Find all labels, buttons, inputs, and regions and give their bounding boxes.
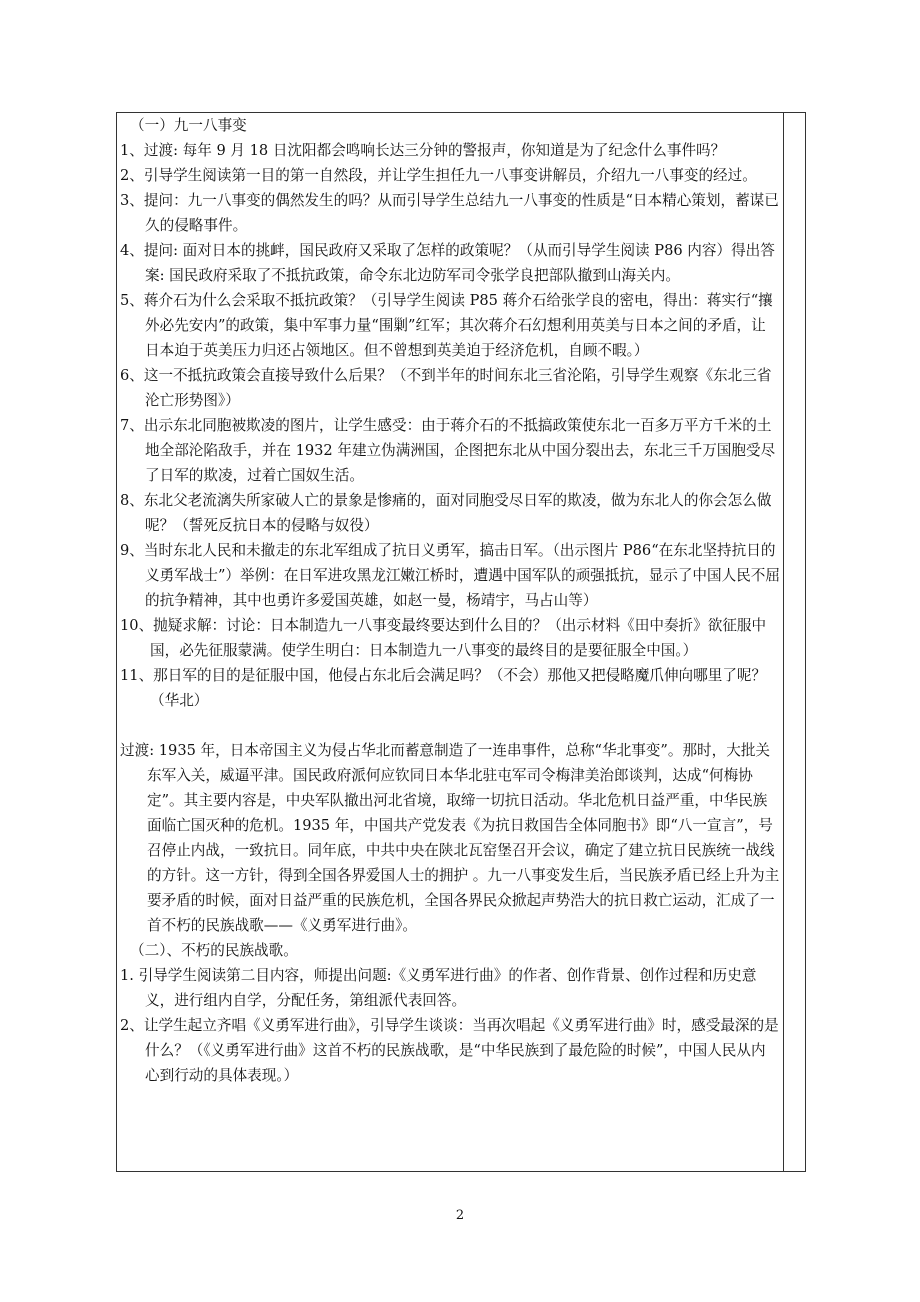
- list-item: 3、提问：九一八事变的偶然发生的吗？从而引导学生总结九一八事变的性质是“日本精心策划，蓄谋已久的侵略事件。: [120, 192, 779, 234]
- list-item: 2、引导学生阅读第一目的第一自然段，并让学生担任九一八事变讲解员，介绍九一八事变的经过。: [120, 167, 757, 184]
- list-item: 2、让学生起立齐唱《义勇军进行曲》，引导学生谈谈：当再次唱起《义勇军进行曲》时，感受最深的是什么？（《义勇军进行曲》这首不朽的民族战歌，是“中华民族到了最危险的时候”，中国人民从内心到行动的具体表现。）: [120, 1017, 779, 1084]
- list-item: 9、当时东北人民和未撤走的东北军组成了抗日义勇军，搞击日军。（出示图片 P86“在东北坚持抗日的义勇军战士”）举例：在日军进攻黑龙江嫩江桥时，遭遇中国军队的顽强抵抗，显示了中国人民不屈的抗争精神，其中也勇许多爱国英雄，如赵一曼，杨靖宇，马占山等）: [120, 542, 780, 609]
- list-item: 5、蒋介石为什么会采取不抵抗政策？（引导学生阅读 P85 蒋介石给张学良的密电，得出：蒋实行“攘外必先安内”的政策，集中军事力量“围剿”红军；其次蒋介石幻想利用英美与日本之间的矛盾，让日本迫于英美压力归还占领地区。但不曾想到英美迫于经济危机，自顾不暇。）: [120, 292, 773, 359]
- list-item: 10、抛疑求解：讨论：日本制造九一八事变最终要达到什么目的？（出示材料《田中奏折》欲征服中国，必先征服蒙满。使学生明白：日本制造九一八事变的最终目的是要征服全中国。）: [120, 617, 767, 659]
- transition-paragraph: 过渡: 1935 年，日本帝国主义为侵占华北而蓄意制造了一连串事件，总称“华北事变”。那时，大批关东军入关，威逼平津。国民政府派何应钦同日本华北驻屯军司令梅津美治郎谈判，达成“何梅协定”。其主要内容是，中央军队撤出河北省境，取缔一切抗日活动。华北危机日益严重，中华民族面临亡国灭种的危机。1935 年，中国共产党发表《为抗日救国告全体同胞书》即“八一宣言”，号召停止内战，一致抗日。同年底，中共中央在陕北瓦窑堡召开会议，确定了建立抗日民族统一战线的方针。这一方针，得到全国各界爱国人士的拥护 。九一八事变发生后，当民族矛盾已经上升为主要矛盾的时候，面对日益严重的民族危机，全国各界民众掀起声势浩大的抗日救亡运动，汇成了一首不朽的民族战歌——《义勇军进行曲》。: [120, 742, 780, 934]
- list-item: 6、这一不抵抗政策会直接导致什么后果？（不到半年的时间东北三省沦陷，引导学生观察《东北三省沦亡形势图》）: [120, 367, 772, 409]
- lesson-content: [120, 113, 780, 1088]
- list-item: 8、东北父老流漓失所家破人亡的景象是惨痛的，面对同胞受尽日军的欺凌，做为东北人的你会怎么做呢？（誓死反抗日本的侵略与奴役）: [120, 492, 772, 534]
- table-column-divider: [783, 112, 784, 1172]
- page-number: 2: [455, 1208, 465, 1223]
- list-item: 11、那日军的目的是征服中国，他侵占东北后会满足吗？（不会）那他又把侵略魔爪伸向哪里了呢？（华北）: [120, 667, 767, 709]
- list-item: 7、出示东北同胞被欺凌的图片，让学生感受：由于蒋介石的不抵搞政策使东北一百多万平方千米的土地全部沦陷敌手，并在 1932 年建立伪满洲国，企图把东北从中国分裂出去，东北三千万国胞受尽了日军的欺凌，过着亡国奴生活。: [120, 417, 776, 484]
- section-heading-1: （一）九一八事变: [130, 117, 247, 134]
- list-item: 1、过渡: 每年 9 月 18 日沈阳都会鸣响长达三分钟的警报声，你知道是为了纪念什么事件吗？: [120, 142, 726, 159]
- list-item: 4、提问: 面对日本的挑衅，国民政府又采取了怎样的政策呢？（从而引导学生阅读 P86 内容）得出答案: 国民政府采取了不抵抗政策，命令东北边防军司令张学良把部队撤到山海关内。: [120, 242, 775, 284]
- section-heading-2: （二）、不朽的民族战歌。: [130, 942, 298, 959]
- list-item: 1. 引导学生阅读第二目内容，师提出问题:《义勇军进行曲》的作者、创作背景、创作过程和历史意义，进行组内自学，分配任务，第组派代表回答。: [120, 967, 757, 1009]
